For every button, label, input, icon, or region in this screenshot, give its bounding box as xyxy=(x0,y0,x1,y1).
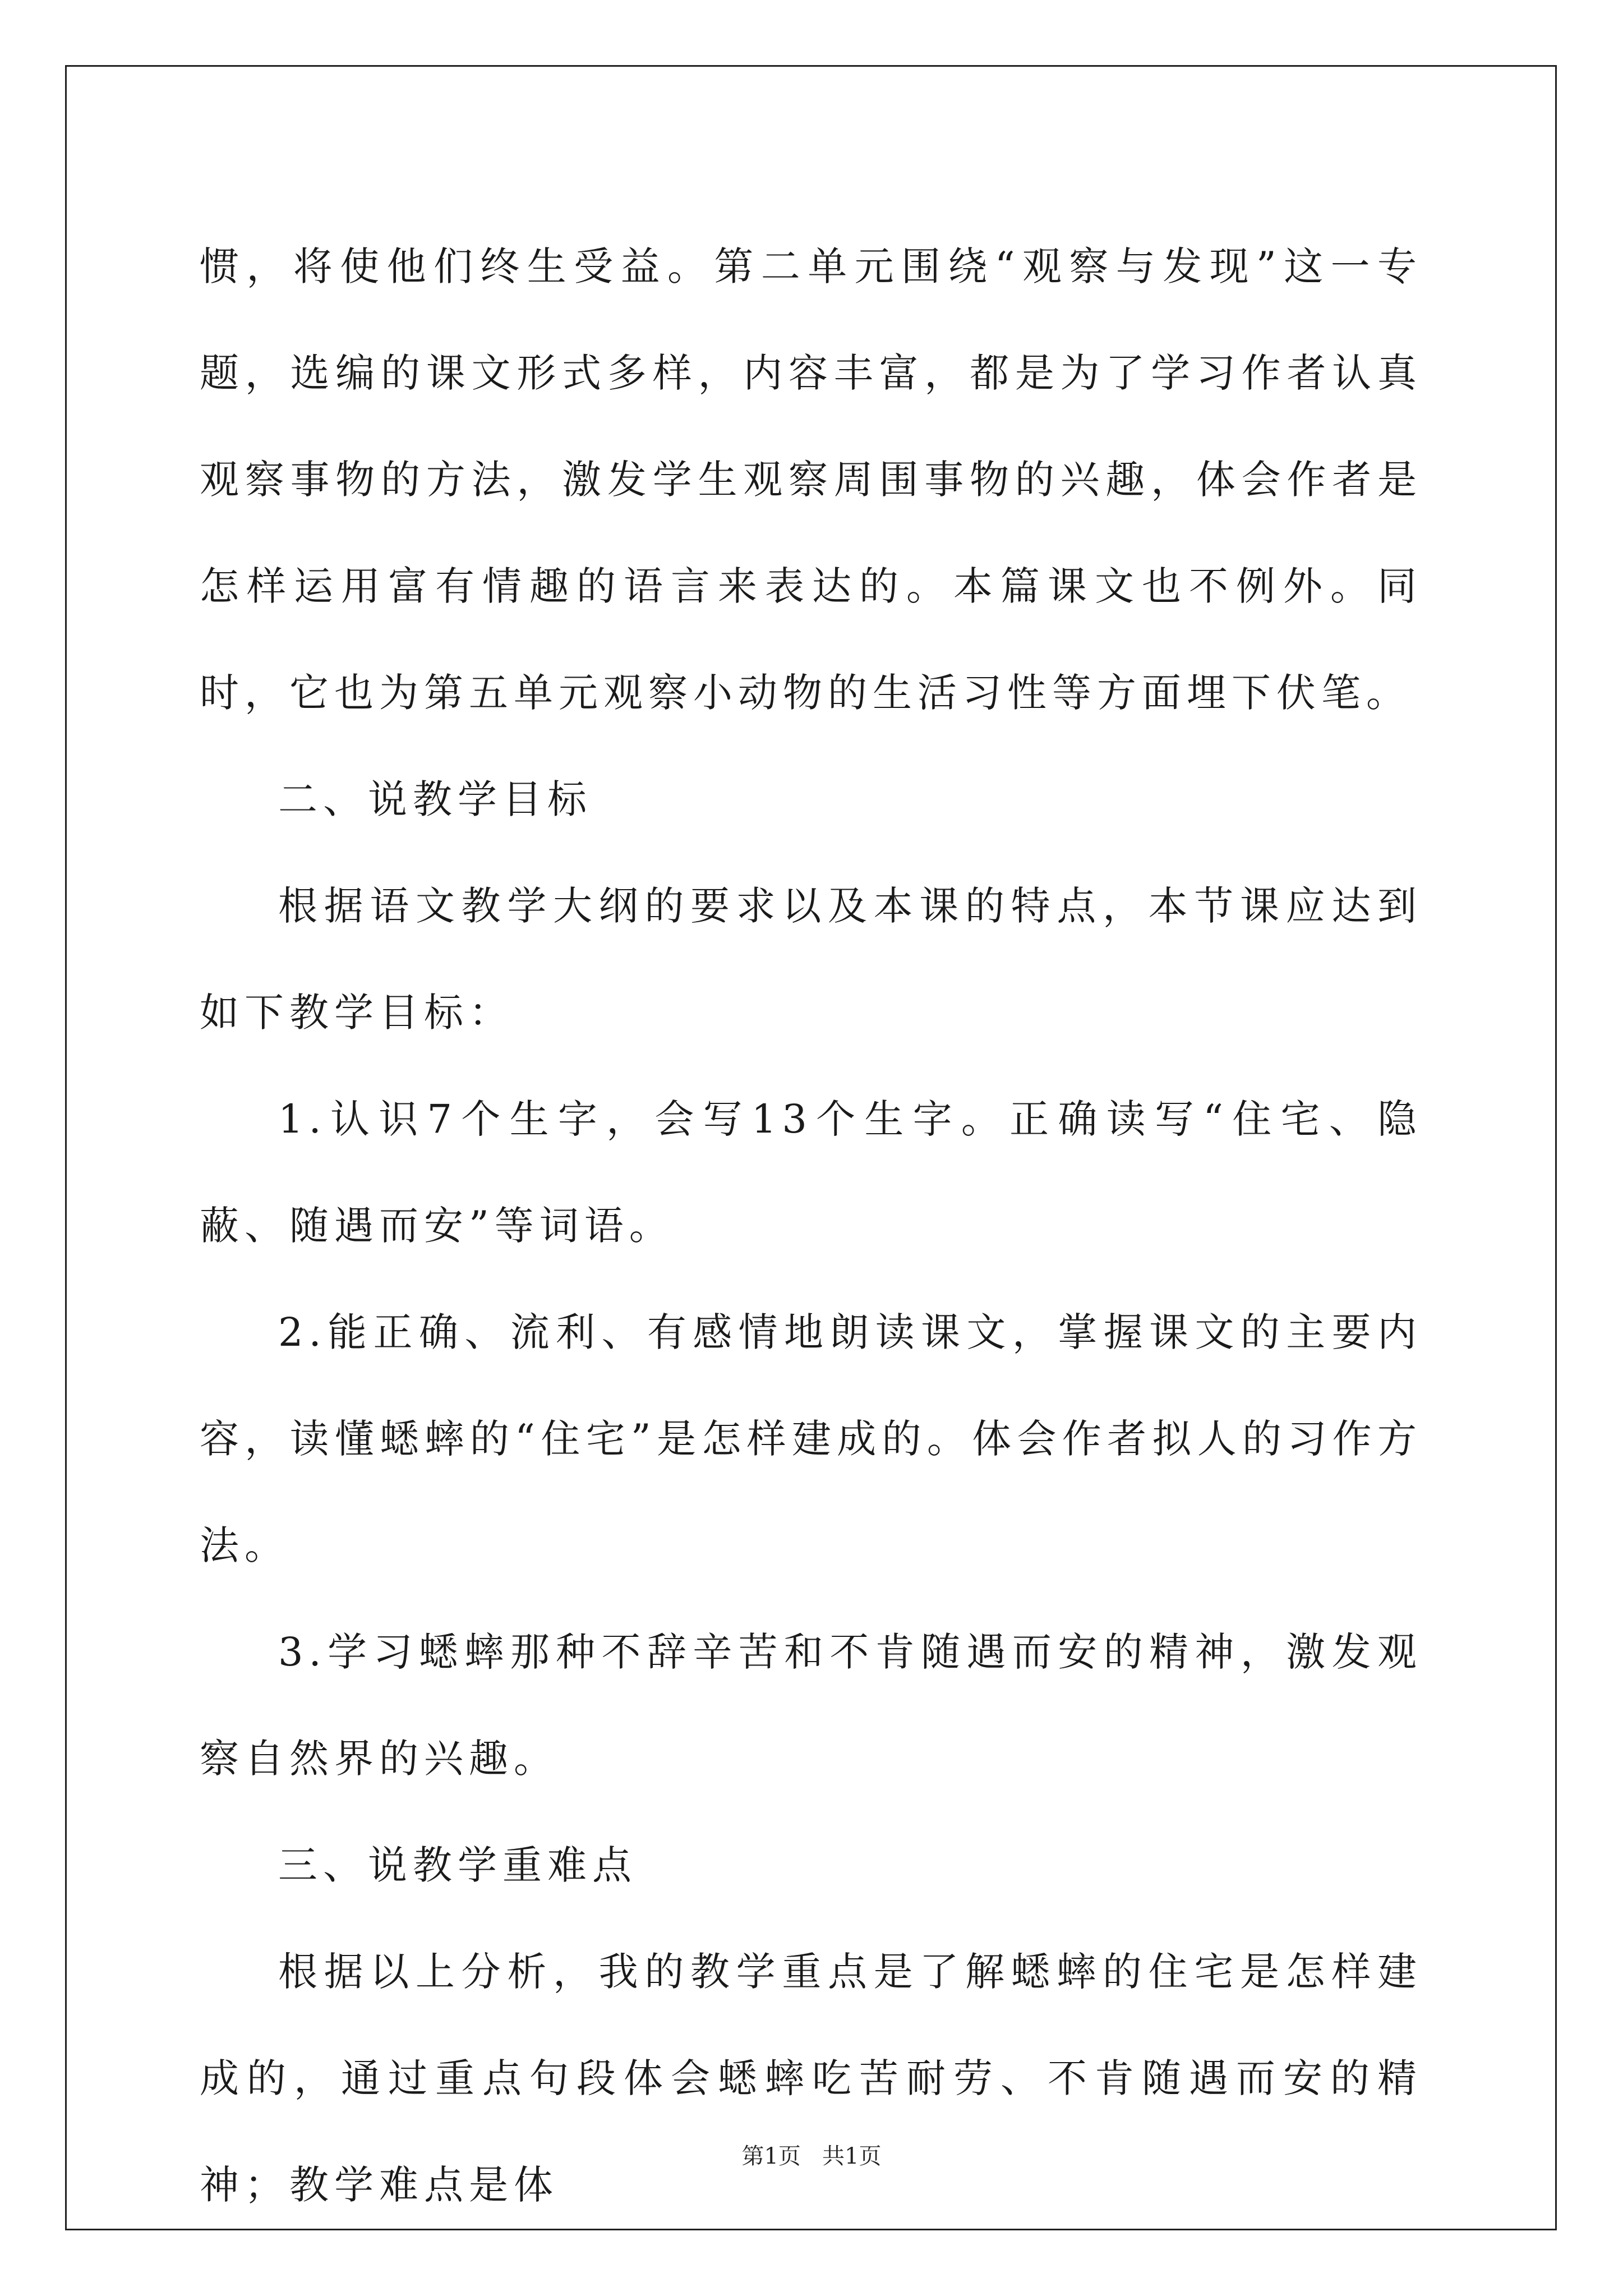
document-body xyxy=(200,213,1422,2238)
goal-item-2: 2.能正确、流利、有感情地朗读课文，掌握课文的主要内容，读懂蟋蟀的“住宅”是怎样建成的。体会作者拟人的习作方法。 xyxy=(200,1309,1422,1568)
paragraph-goals-intro: 根据语文教学大纲的要求以及本课的特点，本节课应达到如下教学目标： xyxy=(200,883,1422,1036)
paragraph-key-points: 根据以上分析，我的教学重点是了解蟋蟀的住宅是怎样建成的，通过重点句段体会蟋蟀吃苦耐劳、不肯随遇而安的精神；教学难点是体 xyxy=(200,1949,1422,2208)
goal-item-3: 3.学习蟋蟀那种不辞辛苦和不肯随遇而安的精神，激发观察自然界的兴趣。 xyxy=(200,1629,1422,1782)
goal-item-1: 1.认识7个生字，会写13个生字。正确读写“住宅、隐蔽、随遇而安”等词语。 xyxy=(200,1096,1422,1249)
section-heading-teaching-goals: 二、说教学目标 xyxy=(278,776,592,822)
paragraph-1: 惯，将使他们终生受益。第二单元围绕“观察与发现”这一专题，选编的课文形式多样，内容丰富，都是为了学习作者认真观察事物的方法，激发学生观察周围事物的兴趣，体会作者是怎样运用富有情趣的语言来表达的。本篇课文也不例外。同时，它也为第五单元观察小动物的生活习性等方面埋下伏笔。 xyxy=(200,243,1422,716)
section-heading-key-points: 三、说教学重难点 xyxy=(278,1842,637,1888)
page-footer: 第1页 共1页 xyxy=(741,2143,882,2169)
